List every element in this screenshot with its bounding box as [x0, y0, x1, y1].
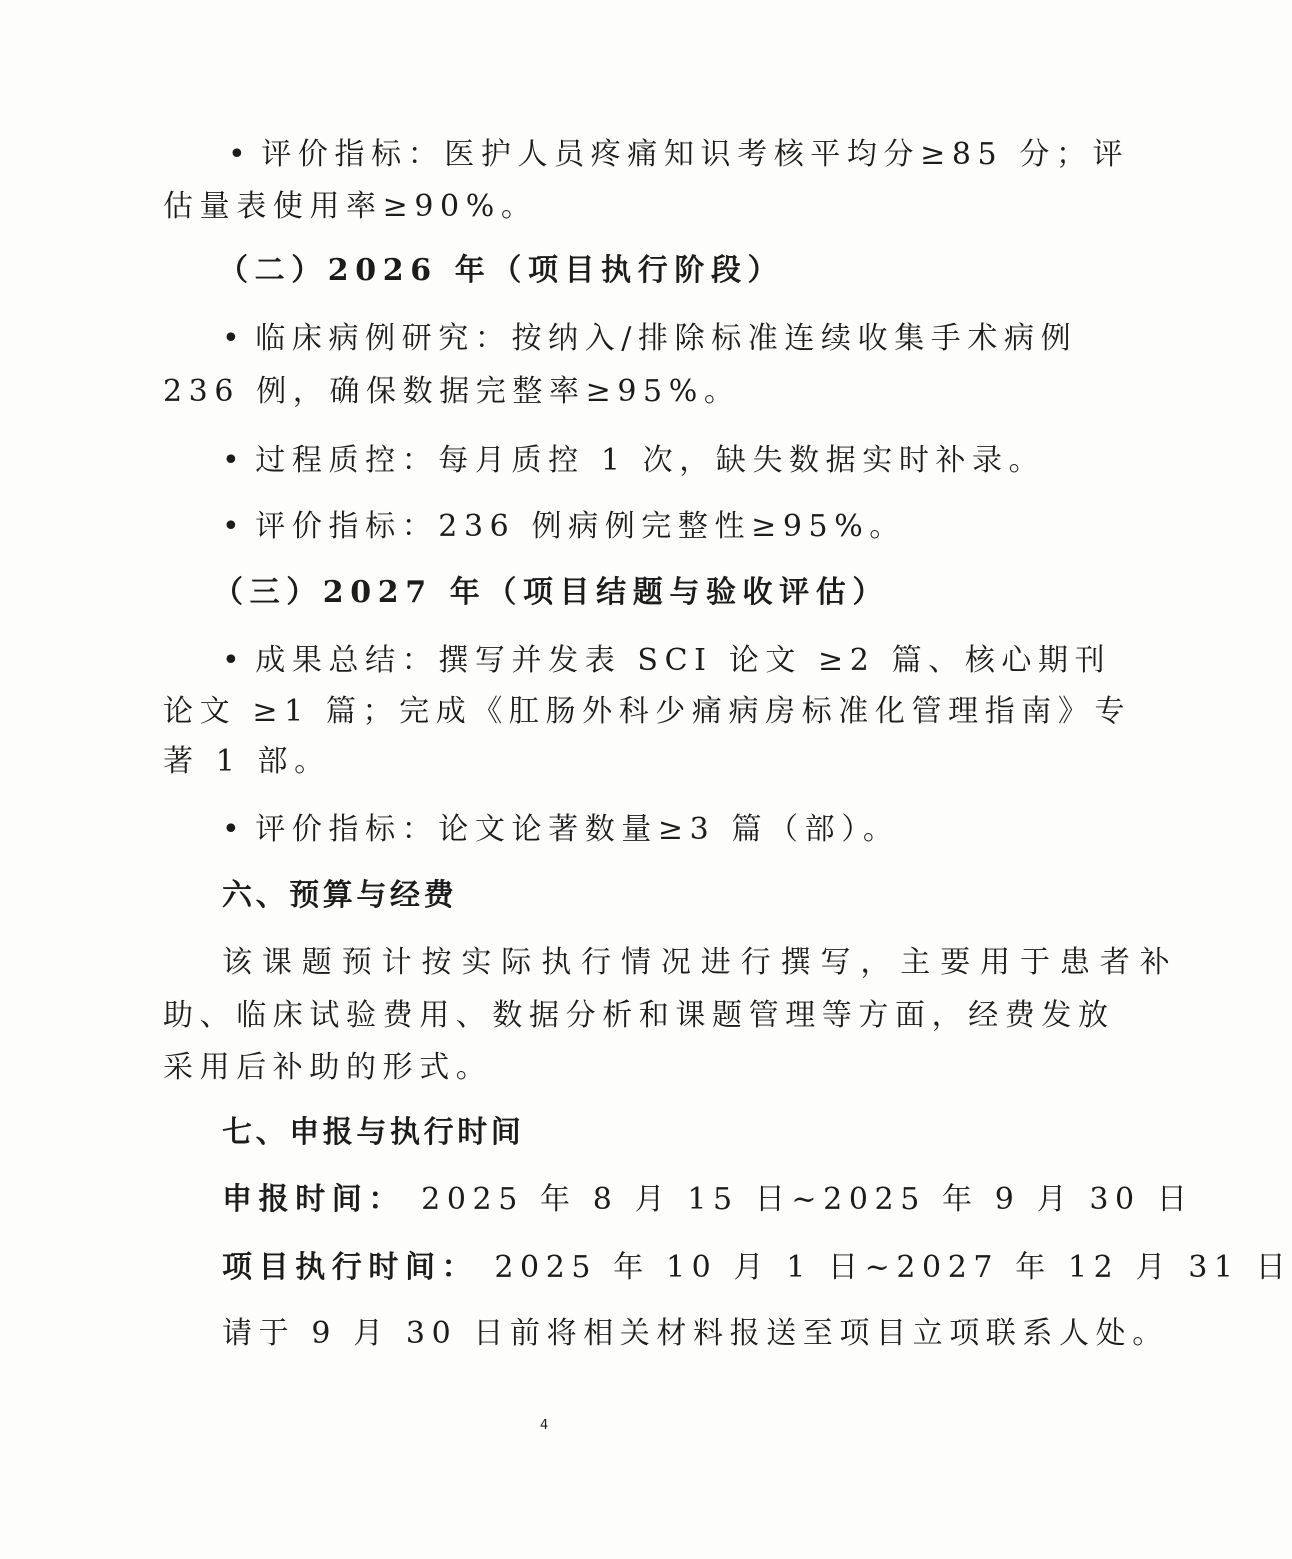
- exec-time-label: 项目执行时间：: [222, 1250, 479, 1285]
- results-2027-line1: • 成果总结：撰写并发表 SCI 论文 ≥2 篇、核心期刊: [222, 643, 1112, 678]
- quality-2026: • 过程质控：每月质控 1 次，缺失数据实时补录。: [222, 443, 1046, 478]
- heading-2026: （二）2026 年（项目执行阶段）: [218, 253, 785, 288]
- clinical-2026-line2: 236 例，确保数据完整率≥95%。: [163, 374, 741, 409]
- results-2027-line3: 著 1 部。: [163, 744, 331, 779]
- bullet-icon: •: [222, 509, 247, 544]
- exec-time: [222, 1250, 1292, 1286]
- budget-para-line1: 该课题预计按实际执行情况进行撰写，主要用于患者补: [222, 945, 1180, 980]
- clinical-2026-line1: • 临床病例研究：按纳入/排除标准连续收集手术病例: [222, 321, 1078, 356]
- heading-budget: 六、预算与经费: [222, 878, 458, 913]
- eval-2025-line1: • 评价指标：医护人员疼痛知识考核平均分≥85 分；评: [228, 137, 1130, 172]
- eval-2027: • 评价指标：论文论著数量≥3 篇（部）。: [222, 812, 900, 847]
- budget-para-line2: 助、临床试验费用、数据分析和课题管理等方面，经费发放: [163, 998, 1115, 1033]
- eval-2025-line2: 估量表使用率≥90%。: [163, 189, 538, 224]
- bullet-icon: •: [222, 321, 247, 356]
- apply-time: [222, 1182, 1193, 1218]
- bullet-icon: •: [222, 643, 247, 678]
- deadline-note: 请于 9 月 30 日前将相关材料报送至项目立项联系人处。: [222, 1316, 1169, 1351]
- results-2027-line2: 论文 ≥1 篇；完成《肛肠外科少痛病房标准化管理指南》专: [163, 694, 1132, 729]
- apply-time-value: 2025 年 8 月 15 日~2025 年 9 月 30 日: [421, 1182, 1194, 1217]
- budget-para-line3: 采用后补助的形式。: [163, 1050, 493, 1085]
- heading-schedule: 七、申报与执行时间: [222, 1115, 525, 1150]
- apply-time-label: 申报时间：: [222, 1182, 405, 1217]
- bullet-icon: •: [228, 137, 253, 172]
- eval-2026: • 评价指标：236 例病例完整性≥95%。: [222, 509, 906, 544]
- exec-time-value: 2025 年 10 月 1 日~2027 年 12 月 31 日: [494, 1250, 1292, 1285]
- page-number: 4: [540, 1418, 549, 1433]
- bullet-icon: •: [222, 812, 247, 847]
- bullet-icon: •: [222, 443, 247, 478]
- heading-2027: （三）2027 年（项目结题与验收评估）: [213, 575, 889, 610]
